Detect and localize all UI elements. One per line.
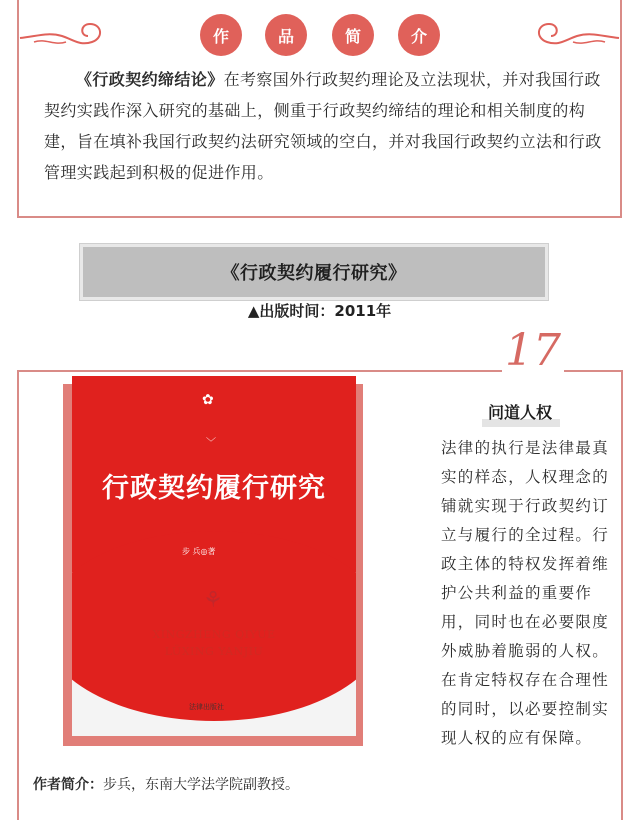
publication-date: ▲出版时间：2011年 xyxy=(247,302,392,320)
author-intro xyxy=(33,774,299,794)
author-label: 作者简介： xyxy=(33,777,103,793)
book-cover-pinyin-line2: LÜXING YANJIU xyxy=(164,645,264,658)
book-cover-author: 步 兵◎著 xyxy=(182,547,216,556)
intro-heading-char: 品 xyxy=(265,14,307,56)
side-heading: 问道人权 xyxy=(488,400,552,423)
intro-paragraph xyxy=(44,64,604,188)
right-swirl-ornament xyxy=(531,16,621,50)
publisher-bird-logo-icon: ✿ xyxy=(202,392,214,408)
intro-body-text: 在考察国外行政契约理论及立法现状，并对我国行政契约实践作深入研究的基础上，侧重于行政契约缔结的理论和相关制度的构建，旨在填补我国行政契约法研究领域的空白，并对我国行政契约立法和行政管理实践起到积极的促进作用。 xyxy=(44,70,602,182)
author-text: 步兵，东南大学法学院副教授。 xyxy=(103,777,299,793)
book-cover-title: 行政契约履行研究 xyxy=(102,473,326,504)
intro-book-title: 《行政契约缔结论》 xyxy=(76,70,224,89)
section-number: 17 xyxy=(502,328,564,374)
intro-heading-char: 介 xyxy=(398,14,440,56)
side-paragraph: 法律的执行是法律最真实的样态，人权理念的铺就实现于行政契约订立与履行的全过程。行政主体的特权发挥着维护公共利益的重要作用，同时也在必要限度外威胁着脆弱的人权。在肯定特权存在合理性的同时，以必要控制实现人权的应有保障。 xyxy=(441,439,610,747)
chevron-down-icon: ﹀ xyxy=(206,438,216,449)
book-cover-publisher: 法律出版社 xyxy=(189,703,224,711)
book-cover-pinyin xyxy=(72,626,356,660)
section-title: 《行政契约履行研究》 xyxy=(80,244,548,300)
book-cover-pinyin-line1: XINGZHENG QIYUE xyxy=(152,628,276,641)
book-cover-image xyxy=(72,376,356,736)
intro-heading-char: 简 xyxy=(332,14,374,56)
seal-stamp-icon: ⚘ xyxy=(203,588,223,613)
left-swirl-ornament xyxy=(18,16,108,50)
intro-heading-char: 作 xyxy=(200,14,242,56)
